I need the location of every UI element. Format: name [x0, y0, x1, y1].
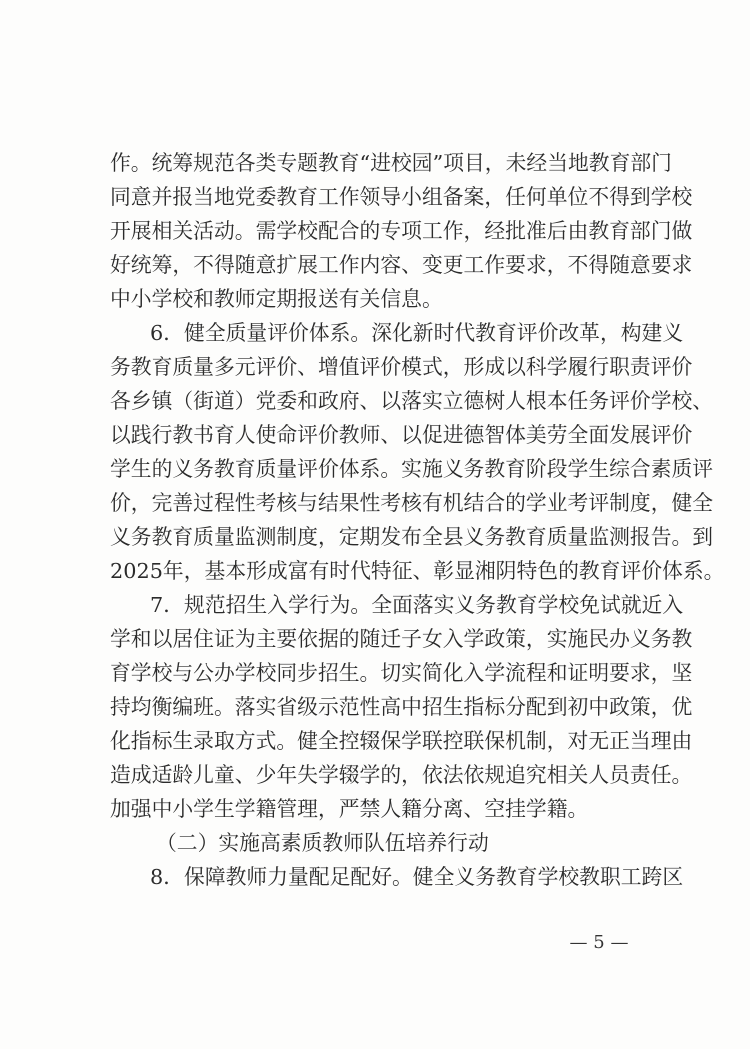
text-line: 持均衡编班。落实省级示范性高中招生指标分配到初中政策，优 — [110, 695, 693, 719]
item-6-first-line: 6．健全质量评价体系。深化新时代教育评价改革，构建义 — [150, 321, 684, 345]
text-line: 化指标生录取方式。健全控辍保学联控联保机制，对无正当理由 — [110, 729, 693, 753]
text-line: 育学校与公办学校同步招生。切实简化入学流程和证明要求，坚 — [110, 661, 693, 685]
text-line: 义务教育质量监测制度，定期发布全县义务教育质量监测报告。到 — [110, 525, 714, 549]
text-line: 加强中小学生学籍管理，严禁人籍分离、空挂学籍。 — [110, 797, 589, 821]
text-line: 各乡镇（街道）党委和政府、以落实立德树人根本任务评价学校、 — [110, 389, 714, 413]
text-line: 务教育质量多元评价、增值评价模式，形成以科学履行职责评价 — [110, 355, 693, 379]
text-line: 开展相关活动。需学校配合的专项工作，经批准后由教育部门做 — [110, 219, 693, 243]
item-7-first-line: 7．规范招生入学行为。全面落实义务教育学校免试就近入 — [150, 593, 684, 617]
text-line: 好统筹，不得随意扩展工作内容、变更工作要求，不得随意要求 — [110, 253, 693, 277]
text-line: 作。统筹规范各类专题教育“进校园”项目，未经当地教育部门 — [110, 151, 672, 175]
item-8-first-line: 8．保障教师力量配足配好。健全义务教育学校教职工跨区 — [150, 865, 684, 889]
section-heading: （二）实施高素质教师队伍培养行动 — [156, 831, 489, 855]
body-text — [110, 146, 725, 894]
text-line: 造成适龄儿童、少年失学辍学的，依法依规追究相关人员责任。 — [110, 763, 693, 787]
page-number: — 5 — — [569, 932, 629, 953]
text-line: 同意并报当地党委教育工作领导小组备案，任何单位不得到学校 — [110, 185, 693, 209]
text-line: 以践行教书育人使命评价教师、以促进德智体美劳全面发展评价 — [110, 423, 693, 447]
text-line: 中小学校和教师定期报送有关信息。 — [110, 287, 443, 311]
text-line: 2025年，基本形成富有时代特征、彰显湘阴特色的教育评价体系。 — [110, 559, 725, 583]
text-line: 学生的义务教育质量评价体系。实施义务教育阶段学生综合素质评 — [110, 457, 714, 481]
text-line: 价，完善过程性考核与结果性考核有机结合的学业考评制度，健全 — [110, 491, 714, 515]
text-line: 学和以居住证为主要依据的随迁子女入学政策，实施民办义务教 — [110, 627, 693, 651]
